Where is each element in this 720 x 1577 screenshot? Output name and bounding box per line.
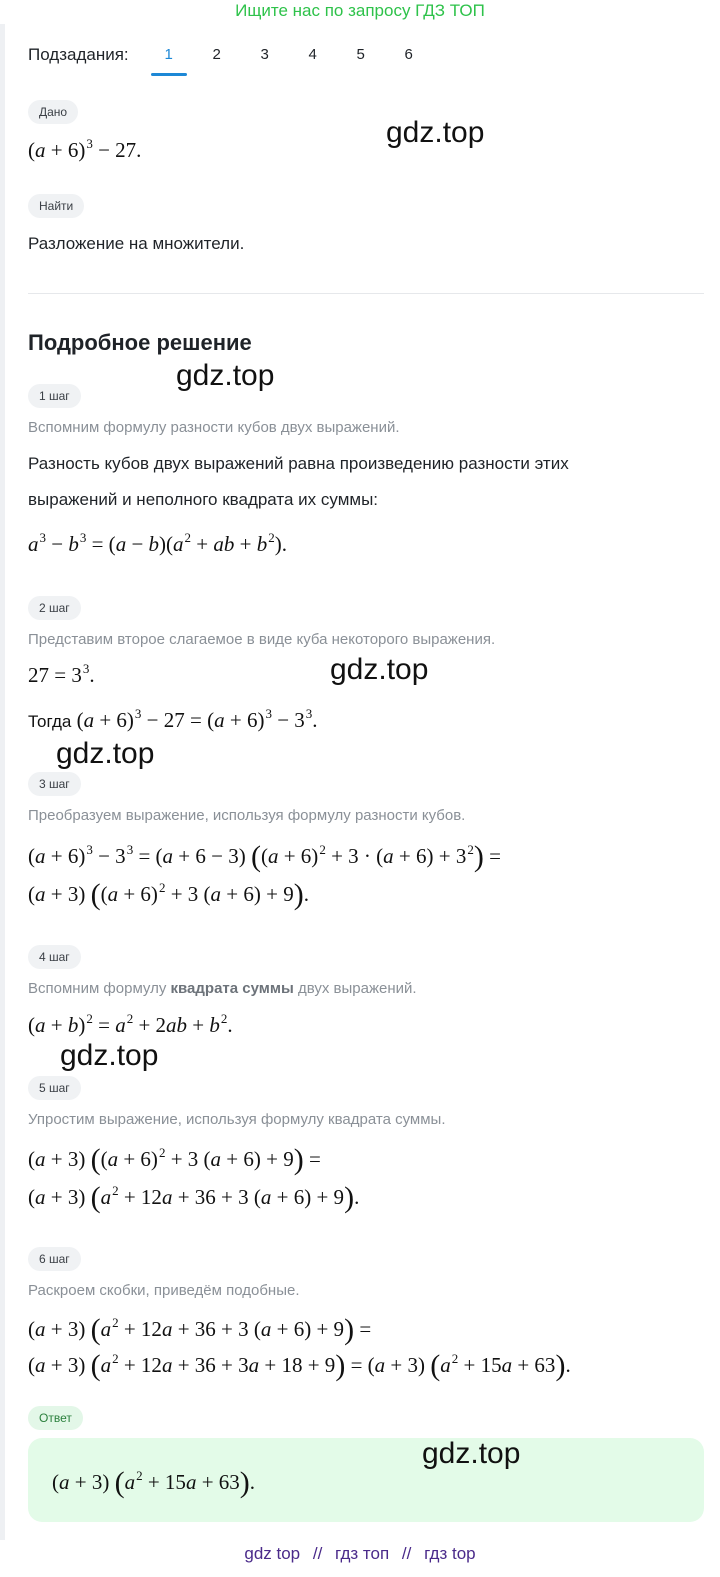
given-badge: Дано (28, 100, 78, 124)
step-2-conclusion: Тогда $(a + 6)^3 - 27 = (a + 6)^3 - 3^3$. (28, 706, 318, 732)
answer-badge: Ответ (28, 1406, 83, 1430)
step-2-hint: Представим второе слагаемое в виде куба некоторого выражения. (28, 631, 496, 648)
tab-3[interactable]: 3 (260, 46, 269, 63)
step-5-formula-line-2: (a + 3) ($a^2 + 12a + 36 + 3$ (a + 6) + 9). (28, 1181, 360, 1214)
promo-banner[interactable]: Ищите нас по запросу ГДЗ ТОП (235, 1, 485, 20)
footer-separator: // (312, 1544, 323, 1563)
step-3-badge: 3 шаг (28, 772, 81, 796)
footer-link-gdz-top-mixed[interactable]: гдз top (424, 1544, 476, 1563)
then-word: Тогда (28, 712, 72, 731)
step-6-badge: 6 шаг (28, 1247, 81, 1271)
step-1-badge: 1 шаг (28, 384, 81, 408)
given-expression: $(a + 6)^3 - 27$. (28, 136, 142, 162)
tab-6[interactable]: 6 (404, 46, 413, 63)
step-6-formula-line-2: (a + 3) $(a^2 + 12a + 36 + 3a + 18 + 9) = (a + 3) (a^2 + 15a + 63)$. (28, 1349, 571, 1382)
subtask-tabs (28, 40, 433, 76)
step-4-hint (28, 979, 417, 999)
step-2-formula: $27 = 3^3$. (28, 661, 95, 687)
watermark: gdz.top (60, 1039, 159, 1072)
tab-4[interactable]: 4 (308, 46, 317, 63)
step-4-badge: 4 шаг (28, 945, 81, 969)
watermark: gdz.top (330, 653, 429, 686)
footer-link-gdz-top-ru[interactable]: гдз топ (335, 1544, 390, 1563)
step-3-hint: Преобразуем выражение, используя формулу разности кубов. (28, 807, 466, 824)
watermark: gdz.top (422, 1437, 521, 1470)
step-4-hint-post: двух выражений. (297, 980, 417, 997)
find-text: Разложение на множители. (28, 234, 245, 253)
step-4-hint-bold: квадрата суммы (170, 980, 294, 997)
step-2-badge: 2 шаг (28, 596, 81, 620)
step-3-formula-line-1: $(a + 6)^3 - 3^3 = (a + 6 - 3)$ $((a + 6)^2 + 3 \cdot (a + 6) + 3^2)$ = (28, 840, 501, 873)
solution-title: Подробное решение (28, 330, 252, 355)
left-border (0, 24, 5, 1540)
step-4-hint-pre: Вспомним формулу (28, 980, 167, 997)
step-1-formula: $a^3 - b^3 = (a - b)(a^2$ + ab + $b^2$). (28, 530, 287, 556)
section-divider (28, 293, 704, 294)
step-5-hint: Упростим выражение, используя формулу квадрата суммы. (28, 1111, 446, 1128)
answer-formula: (a + 3) $(a^2 + 15a + 63)$. (52, 1466, 256, 1499)
step-6-formula-line-1: (a + 3) ($a^2 + 12a + 36 + 3$ (a + 6) + 9) = (28, 1313, 372, 1346)
watermark: gdz.top (176, 359, 275, 392)
step-5-formula-line-1: (a + 3) ($(a + 6)^2 + 3$ (a + 6) + 9) = (28, 1143, 321, 1176)
step-3-formula-line-2: (a + 3) ($(a + 6)^2 + 3$ (a + 6) + 9). (28, 878, 309, 911)
step-5-badge: 5 шаг (28, 1076, 81, 1100)
watermark: gdz.top (386, 116, 485, 149)
footer-link-gdz-top[interactable]: gdz top (244, 1544, 301, 1563)
tab-2[interactable]: 2 (212, 46, 221, 63)
subtasks-label: Подзадания: (28, 45, 129, 64)
watermark: gdz.top (56, 737, 155, 770)
find-badge: Найти (28, 194, 84, 218)
step-1-text-line-2: выражений и неполного квадрата их суммы: (28, 490, 379, 509)
footer-separator: // (401, 1544, 412, 1563)
footer-links (0, 1543, 720, 1565)
tab-1[interactable]: 1 (145, 40, 193, 76)
step-1-text-line-1: Разность кубов двух выражений равна произведению разности этих (28, 454, 569, 473)
step-6-hint: Раскроем скобки, приведём подобные. (28, 1282, 300, 1299)
step-4-formula: $(a + b)^2 = a^2 + 2ab + b^2$. (28, 1011, 233, 1037)
tab-5[interactable]: 5 (356, 46, 365, 63)
step-1-hint: Вспомним формулу разности кубов двух выражений. (28, 419, 400, 436)
